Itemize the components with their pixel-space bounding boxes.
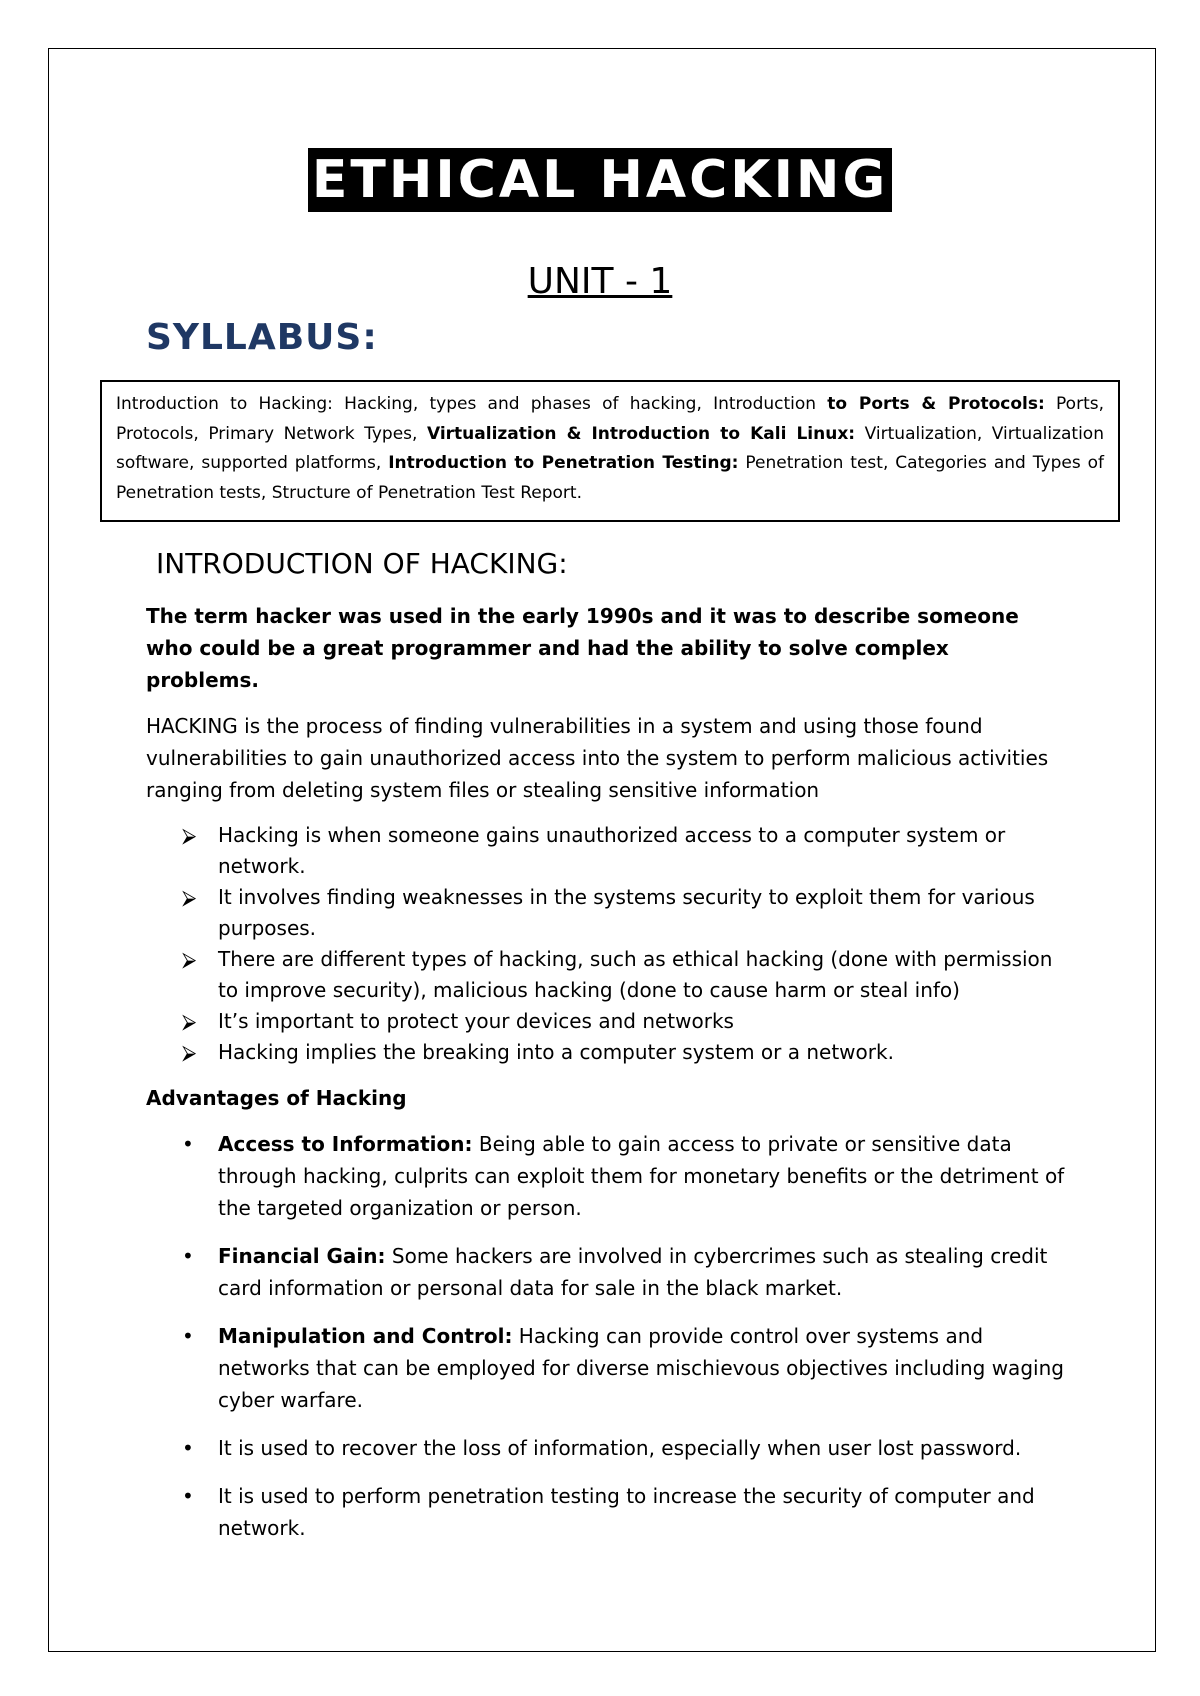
syllabus-topic: Introduction to Penetration Testing: bbox=[388, 453, 739, 473]
bullet-icon: • bbox=[182, 1132, 194, 1156]
syllabus-box bbox=[100, 380, 1120, 522]
syllabus-heading: SYLLABUS: bbox=[146, 317, 378, 358]
list-item bbox=[146, 1240, 1066, 1304]
advantage-text: It is used to perform penetration testing to increase the security of computer and network. bbox=[218, 1484, 1035, 1540]
hacking-definition: HACKING is the process of finding vulnerabilities in a system and using those found vulnerabilities to gain unauthorized access into the system to perform malicious activities ranging from deleting system files or stealing sensitive information bbox=[146, 714, 1049, 802]
syllabus-text: Introduction to Hacking: Hacking, types and phases of hacking, Introduction bbox=[116, 394, 828, 414]
list-item-text: It’s important to protect your devices and networks bbox=[218, 1009, 734, 1033]
syllabus-text: Penetration test, Categories and Types of Penetration tests, Structure of Penetration Test Report. bbox=[116, 453, 1104, 503]
list-item bbox=[146, 1320, 1066, 1416]
list-item bbox=[146, 1006, 1066, 1037]
arrow-bullet-icon: ⮚ bbox=[182, 885, 197, 909]
page-title: ETHICAL HACKING bbox=[308, 148, 892, 212]
advantage-label: Manipulation and Control: bbox=[218, 1324, 513, 1348]
list-item bbox=[146, 820, 1066, 882]
list-item-text: It involves finding weaknesses in the systems security to exploit them for various purposes. bbox=[218, 885, 1035, 940]
intro-heading: INTRODUCTION OF HACKING: bbox=[156, 547, 568, 580]
syllabus-text: Virtualization, Virtualization software, supported platforms, bbox=[116, 423, 1104, 473]
title-wrap bbox=[0, 148, 1200, 212]
bullet-icon: • bbox=[182, 1436, 194, 1460]
syllabus-text: Ports, Protocols, Primary Network Types, bbox=[116, 394, 1104, 444]
list-item bbox=[146, 882, 1066, 944]
arrow-bullet-icon: ⮚ bbox=[182, 1040, 197, 1064]
advantage-label: Financial Gain: bbox=[218, 1244, 386, 1268]
arrow-bullet-icon: ⮚ bbox=[182, 1009, 197, 1033]
list-item-text: Hacking is when someone gains unauthorized access to a computer system or network. bbox=[218, 823, 1006, 878]
main-content bbox=[146, 600, 1066, 1560]
bullet-icon: • bbox=[182, 1244, 194, 1268]
advantages-list bbox=[146, 1128, 1066, 1544]
list-item bbox=[146, 1480, 1066, 1544]
arrow-bullet-icon: ⮚ bbox=[182, 823, 197, 847]
list-item bbox=[146, 1432, 1066, 1464]
advantage-text: Hacking can provide control over systems and networks that can be employed for diverse mischievous objectives including waging cyber warfare. bbox=[218, 1324, 1064, 1412]
bullet-icon: • bbox=[182, 1324, 194, 1348]
advantage-text: It is used to recover the loss of information, especially when user lost password. bbox=[218, 1436, 1022, 1460]
list-item bbox=[146, 944, 1066, 1006]
advantage-text: Some hackers are involved in cybercrimes such as stealing credit card information or personal data for sale in the black market. bbox=[218, 1244, 1048, 1300]
advantage-text: Being able to gain access to private or sensitive data through hacking, culprits can exploit them for monetary benefits or the detriment of the targeted organization or person. bbox=[218, 1132, 1065, 1220]
syllabus-topic: to Ports & Protocols: bbox=[827, 394, 1045, 414]
hacking-points-list bbox=[146, 820, 1066, 1068]
intro-lead: The term hacker was used in the early 1990s and it was to describe someone who could be a great programmer and had the ability to solve complex problems. bbox=[146, 604, 1019, 692]
arrow-bullet-icon: ⮚ bbox=[182, 947, 197, 971]
list-item bbox=[146, 1037, 1066, 1068]
syllabus-topic: Virtualization & Introduction to Kali Linux: bbox=[426, 423, 856, 444]
bullet-icon: • bbox=[182, 1484, 194, 1508]
list-item-text: Hacking implies the breaking into a computer system or a network. bbox=[218, 1040, 894, 1064]
advantage-label: Access to Information: bbox=[218, 1132, 473, 1156]
advantages-heading: Advantages of Hacking bbox=[146, 1086, 407, 1110]
list-item-text: There are different types of hacking, such as ethical hacking (done with permission to improve security), malicious hacking (done to cause harm or steal info) bbox=[218, 947, 1053, 1002]
unit-heading: UNIT - 1 bbox=[527, 261, 673, 302]
list-item bbox=[146, 1128, 1066, 1224]
